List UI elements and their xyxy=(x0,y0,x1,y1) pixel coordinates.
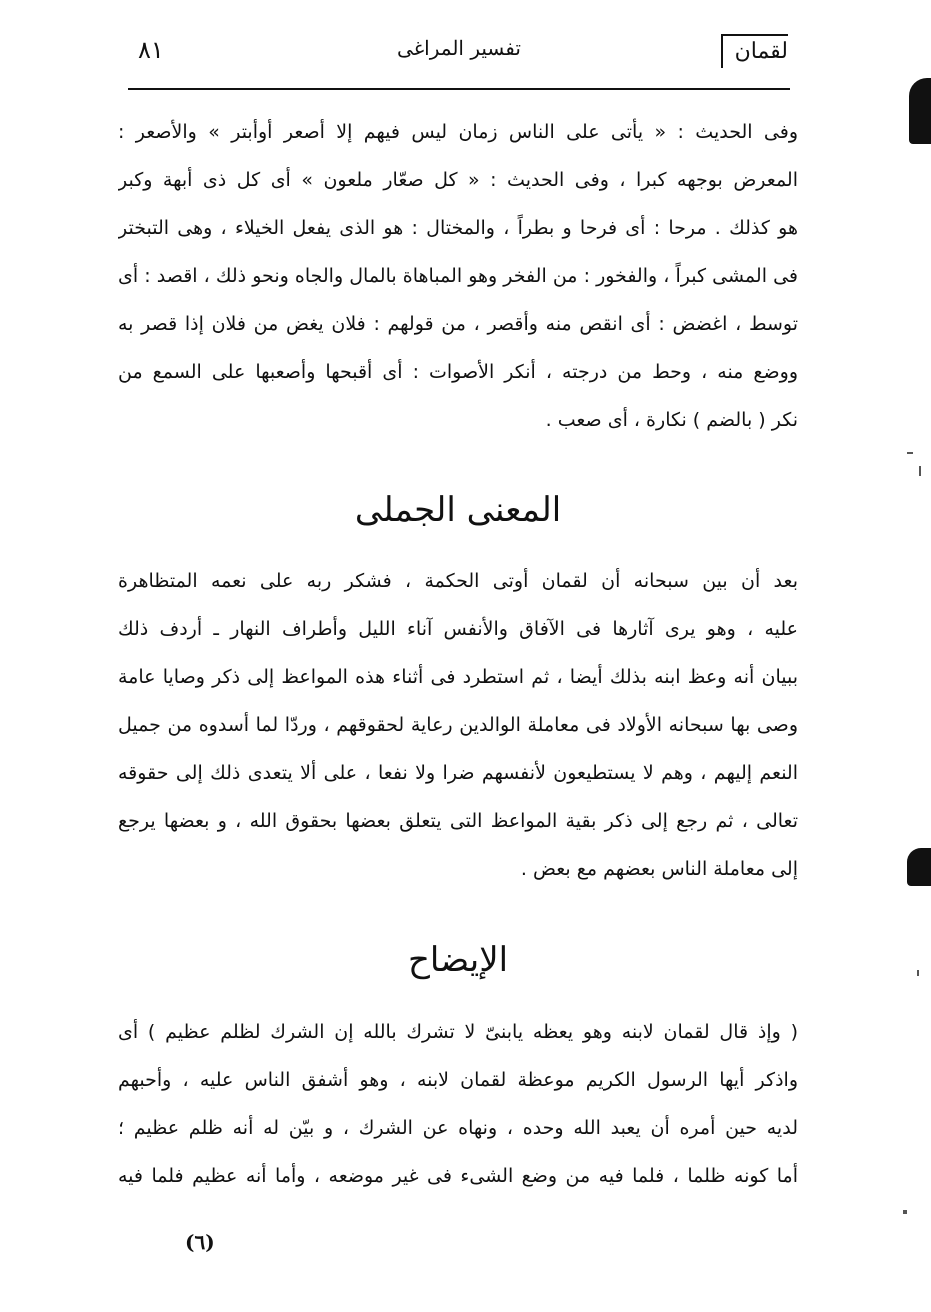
text-line: إلى معاملة الناس بعضهم مع بعض . xyxy=(520,858,798,880)
text-line: ووضع منه ، وحط من درجته ، أنكر الأصوات : أى أقبحها وأصعبها على السمع من xyxy=(118,361,798,383)
general-meaning-paragraph xyxy=(118,557,798,893)
section-heading-explanation: الإيضاح xyxy=(407,940,509,980)
text-line: هو كذلك . مرحا : أى فرحا و بطراً ، والمختال : هو الذى يفعل الخيلاء ، وهى التبختر xyxy=(118,217,798,239)
scan-speck xyxy=(919,466,921,476)
explanation-paragraph xyxy=(118,1008,798,1200)
text-line: لديه حين أمره أن يعبد الله وحده ، ونهاه عن الشرك ، و بيّن له أنه ظلم عظيم ؛ xyxy=(118,1117,798,1139)
text-line: توسط ، اغضض : أى انقص منه وأقصر ، من قولهم : فلان يغض من فلان إذا قصر به xyxy=(118,313,798,335)
text-line: المعرض بوجهه كبرا ، وفى الحديث : « كل صعّار ملعون » أى كل ذى أبهة وكبر xyxy=(118,169,798,191)
scan-edge-mark xyxy=(909,78,931,144)
text-line: عليه ، وهو يرى آثارها فى الآفاق والأنفس آناء الليل وأطراف النهار ـ أردف ذلك xyxy=(118,618,798,640)
surah-name: لقمان xyxy=(721,34,788,68)
text-line: بعد أن بين سبحانه أن لقمان أوتى الحكمة ، فشكر ربه على نعمه المتظاهرة xyxy=(118,570,798,592)
header-rule xyxy=(128,88,790,90)
vocabulary-paragraph xyxy=(118,108,798,444)
text-line: النعم إليهم ، وهم لا يستطيعون لأنفسهم ضرا ولا نفعا ، على ألا يتعدى ذلك إلى حقوقه xyxy=(118,762,798,784)
scan-speck xyxy=(903,1210,907,1214)
text-line: واذكر أيها الرسول الكريم موعظة لقمان لابنه ، وهو أشفق الناس عليه ، وأحبهم xyxy=(118,1069,798,1091)
running-header xyxy=(130,32,788,76)
text-line: فى المشى كبراً ، والفخور : من الفخر وهو المباهاة بالمال والجاه ونحو ذلك ، اقصد : أى xyxy=(118,265,798,287)
scan-speck xyxy=(917,970,919,976)
text-line: ببيان أنه وعظ ابنه بذلك أيضا ، ثم استطرد فى أثناء هذه المواعظ إلى ذكر وصايا عامة xyxy=(118,666,798,688)
text-line: أما كونه ظلما ، فلما فيه من وضع الشىء فى غير موضعه ، وأما أنه عظيم فلما فيه xyxy=(118,1165,798,1187)
text-line: ( وإذ قال لقمان لابنه وهو يعظه يابنىّ لا تشرك بالله إن الشرك لظلم عظيم ) أى xyxy=(118,1021,798,1043)
page-number: ٨١ xyxy=(138,36,164,64)
text-line: وصى بها سبحانه الأولاد فى معاملة الوالدين رعاية لحقوقهم ، وردّا لما أسدوه من جميل xyxy=(118,714,798,736)
book-title: تفسير المراغى xyxy=(397,36,521,60)
text-line: تعالى ، ثم رجع إلى ذكر بقية المواعظ التى يتعلق بعضها بحقوق الله ، و بعضها يرجع xyxy=(118,810,798,832)
scan-edge-mark xyxy=(907,848,931,886)
section-heading-general-meaning: المعنى الجملى xyxy=(354,490,562,530)
text-line: وفى الحديث : « يأتى على الناس زمان ليس فيهم إلا أصعر أوأبتر » والأصعر : xyxy=(118,121,798,143)
scan-speck xyxy=(907,452,913,454)
text-line: نكر ( بالضم ) نكارة ، أى صعب . xyxy=(545,409,798,431)
signature-mark: (٦) xyxy=(185,1230,215,1254)
